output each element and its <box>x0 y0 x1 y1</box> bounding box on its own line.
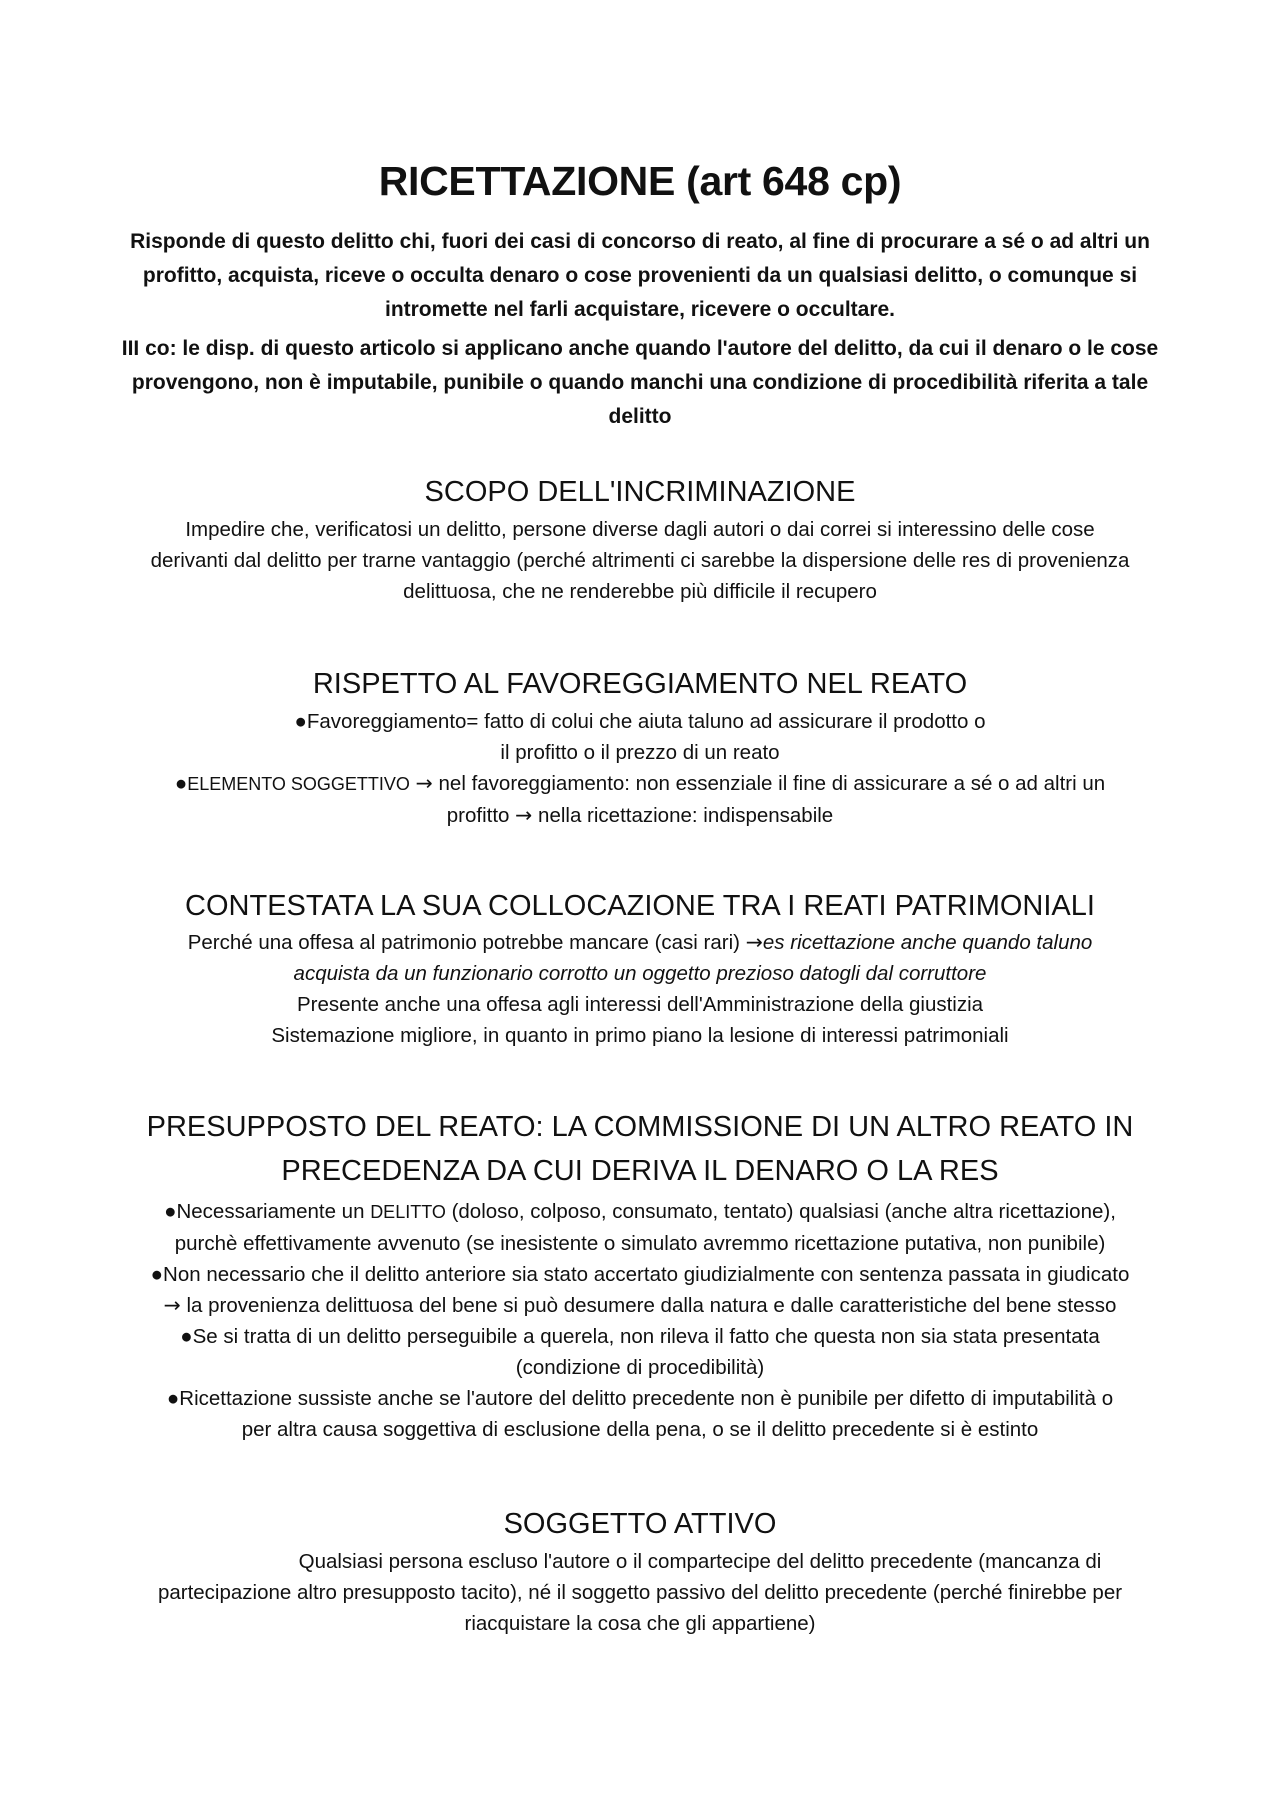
list-item: ●Non necessario che il delitto anteriore sia stato accertato giudizialmente con sentenza passata in giudicato <box>150 1263 1130 1286</box>
list-item: ●Necessariamente un DELITTO (doloso, colposo, consumato, tentato) qualsiasi (anche altra ricettazione), <box>164 1200 1116 1223</box>
text-line: acquista da un funzionario corrotto un oggetto prezioso datogli dal corruttore <box>293 962 987 985</box>
arrow-right-icon: → <box>163 1293 181 1317</box>
list-item: ●Se si tratta di un delitto perseguibile a querela, non rileva il fatto che questa non sia stata presentata <box>180 1325 1100 1348</box>
list-item-continuation: il profitto o il prezzo di un reato <box>500 741 780 764</box>
text-line: partecipazione altro presupposto tacito), né il soggetto passivo del delitto precedente (perché finirebbe per <box>157 1581 1123 1604</box>
bullet-icon: ● <box>164 1200 177 1223</box>
text-line: Qualsiasi persona escluso l'autore o il compartecipe del delitto precedente (mancanza di <box>298 1550 1102 1573</box>
bullet-icon: ● <box>174 772 188 795</box>
section-text-favoreggiamento <box>100 706 1180 831</box>
intro-definition: Risponde di questo delitto chi, fuori dei casi di concorso di reato, al fine di procurare a sé o ad altri un profitto, acquista, riceve o occulta denaro o cose provenienti da un qualsiasi delitto, o comunque si intromette nel farli acquistare, ricevere o occultare. <box>130 230 1150 321</box>
list-item-continuation: → la provenienza delittuosa del bene si può desumere dalla natura e dalle caratteristiche del bene stesso <box>163 1293 1117 1317</box>
section-text-scopo: Impedire che, verificatosi un delitto, persone diverse dagli autori o dai correi si interessino delle cose derivanti dal delitto per trarne vantaggio (perché altrimenti ci sarebbe la dispersione delle res di provenienza delittuosa, che ne renderebbe più difficile il recupero <box>150 518 1130 603</box>
section-heading-collocazione: CONTESTATA LA SUA COLLOCAZIONE TRA I REATI PATRIMONIALI <box>185 890 1095 922</box>
text-line: riacquistare la cosa che gli appartiene) <box>464 1612 816 1635</box>
text-line: Perché una offesa al patrimonio potrebbe mancare (casi rari) →es ricettazione anche quando taluno <box>187 930 1093 954</box>
list-item-continuation: (condizione di procedibilità) <box>515 1356 765 1379</box>
arrow-right-icon: → <box>415 771 433 795</box>
section-heading-soggetto-attivo: SOGGETTO ATTIVO <box>503 1508 777 1540</box>
intro-third-paragraph: III co: le disp. di questo articolo si applicano anche quando l'autore del delitto, da cui il denaro o le cose provengono, non è imputabile, punibile o quando manchi una condizione di procedibilità riferita a tale delitto <box>121 337 1159 428</box>
list-item-continuation: per altra causa soggettiva di esclusione della pena, o se il delitto precedente si è estinto <box>241 1418 1039 1441</box>
text-line: Sistemazione migliore, in quanto in primo piano la lesione di interessi patrimoniali <box>271 1024 1009 1047</box>
list-item: ●Ricettazione sussiste anche se l'autore del delitto precedente non è punibile per difetto di imputabilità o <box>166 1387 1114 1410</box>
bullet-icon: ● <box>180 1325 193 1348</box>
section-text-collocazione <box>100 927 1180 1051</box>
bullet-icon: ● <box>294 710 307 733</box>
page-title: RICETTAZIONE (art 648 cp) <box>378 158 902 204</box>
list-item: ●ELEMENTO SOGGETTIVO → nel favoreggiamento: non essenziale il fine di assicurare a sé o ad altri un <box>174 771 1106 795</box>
arrow-right-icon: → <box>745 930 763 954</box>
section-heading-scopo: SCOPO DELL'INCRIMINAZIONE <box>424 476 856 508</box>
bullet-icon: ● <box>150 1263 164 1286</box>
arrow-right-icon: → <box>515 803 533 827</box>
section-text-soggetto-attivo <box>100 1546 1180 1639</box>
section-heading-presupposto: PRESUPPOSTO DEL REATO: LA COMMISSIONE DI UN ALTRO REATO IN PRECEDENZA DA CUI DERIVA IL DENARO O LA RES <box>146 1111 1134 1187</box>
list-item-continuation: purchè effettivamente avvenuto (se inesistente o simulato avremmo ricettazione putativa, non punibile) <box>174 1232 1106 1255</box>
elemento-soggettivo-label: ELEMENTO SOGGETTIVO <box>187 774 410 794</box>
bullet-icon: ● <box>166 1387 180 1410</box>
section-text-presupposto <box>90 1196 1190 1445</box>
list-item: ●Favoreggiamento= fatto di colui che aiuta taluno ad assicurare il prodotto o <box>294 710 986 733</box>
section-heading-favoreggiamento: RISPETTO AL FAVOREGGIAMENTO NEL REATO <box>312 668 968 700</box>
list-item-continuation: profitto → nella ricettazione: indispensabile <box>446 803 834 827</box>
text-line: Presente anche una offesa agli interessi dell'Amministrazione della giustizia <box>296 993 984 1016</box>
